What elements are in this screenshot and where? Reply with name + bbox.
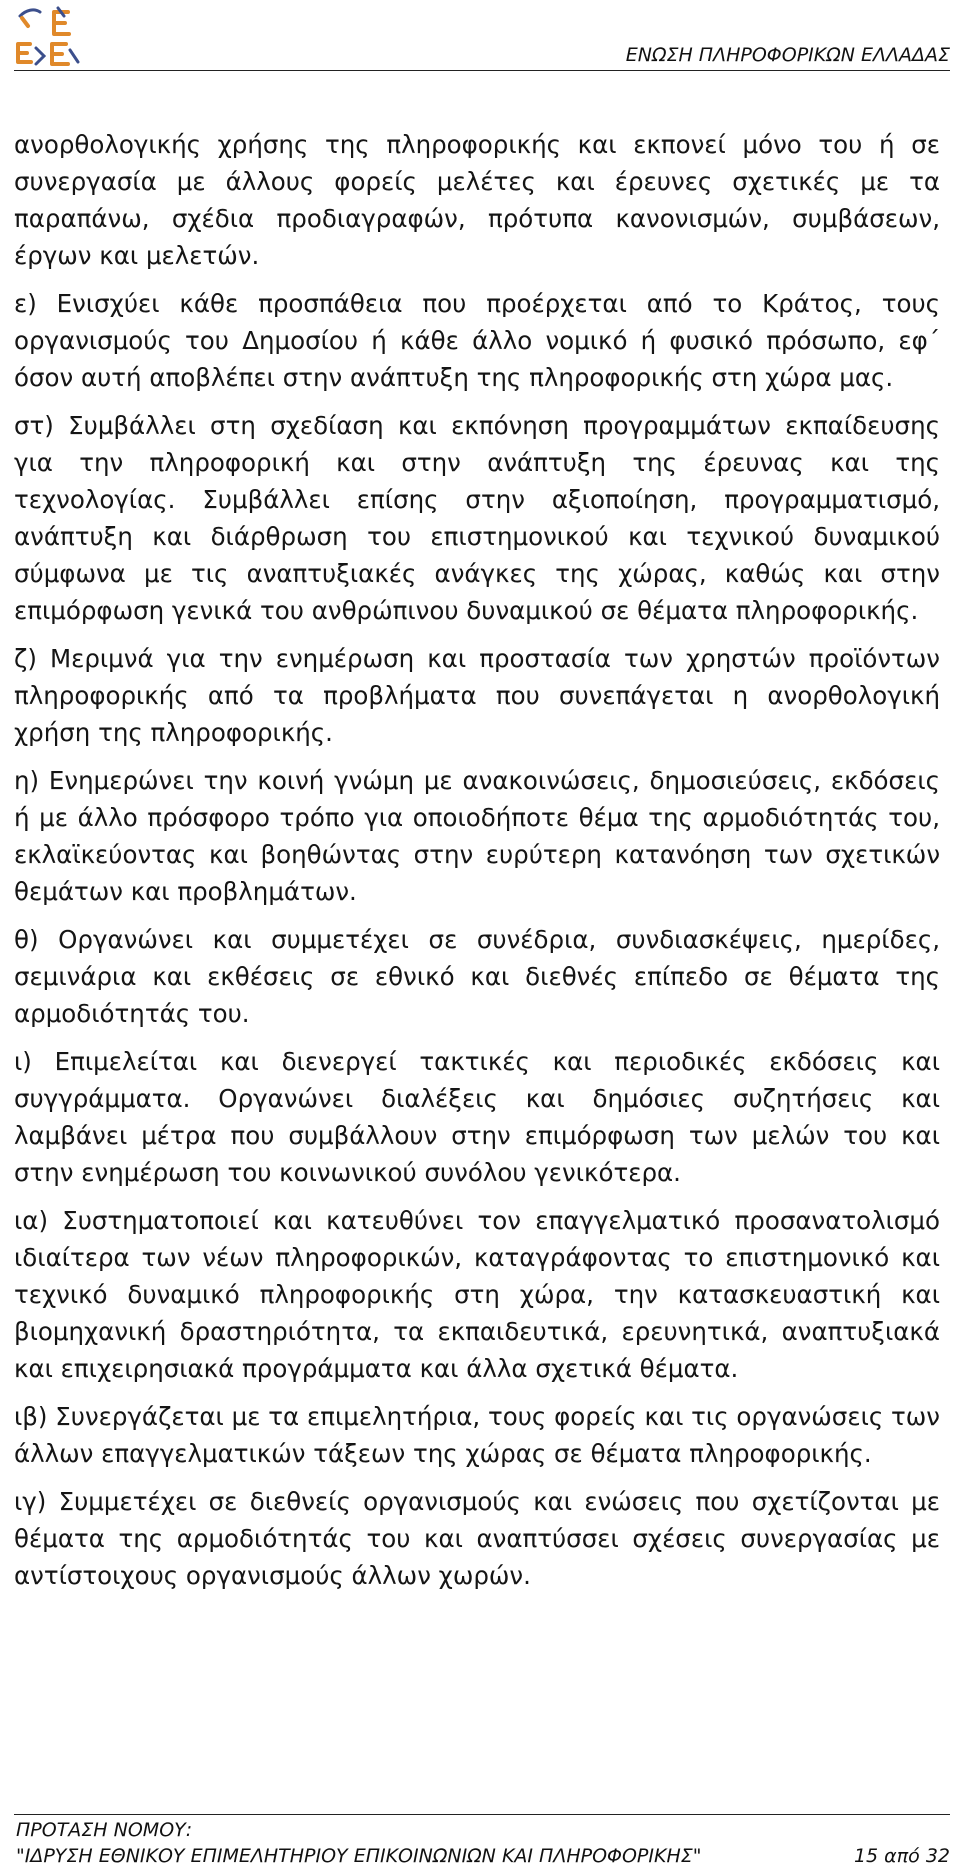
paragraph-st: στ) Συμβάλλει στη σχεδίαση και εκπόνηση προγραμμάτων εκπαίδευσης για την πληροφορική και στην ανάπτυξη της έρευνας και της τεχνολογίας. Συμβάλλει επίσης στην αξιοποίηση, προγραμματισμό, ανάπτυξη και διάρθρωση του επιστημονικού και τεχνικού δυναμικού σύμφωνα με τις αναπτυξιακές ανάγκες της χώρας, καθώς και στην επιμόρφωση γενικά του ανθρώπινου δυναμικού σε θέματα πληροφορικής.	[14, 411, 940, 625]
page-header	[14, 0, 950, 72]
footer-divider	[14, 1814, 950, 1815]
footer-label: ΠΡΟΤΑΣΗ ΝΟΜΟΥ:	[16, 1819, 193, 1841]
paragraph-z: ζ) Μεριμνά για την ενημέρωση και προστασία των χρηστών προϊόντων πληροφορικής από τα προβλήματα που συνεπάγεται η ανορθολογική χρήση της πληροφορικής.	[14, 644, 940, 747]
paragraph-continuation: ανορθολογικής χρήσης της πληροφορικής και εκπονεί μόνο του ή σε συνεργασία με άλλους φορείς μελέτες και έρευνες σχετικές με τα παραπάνω, σχέδια προδιαγραφών, πρότυπα κανονισμών, συμβάσεων, έργων και μελετών.	[14, 130, 940, 270]
document-body	[14, 126, 940, 1605]
page-number: 15 από 32	[853, 1845, 950, 1867]
header-divider	[14, 70, 950, 71]
header-title: ΕΝΩΣΗ ΠΛΗΡΟΦΟΡΙΚΩΝ ΕΛΛΑΔΑΣ	[625, 44, 950, 66]
paragraph-ib: ιβ) Συνεργάζεται με τα επιμελητήρια, τους φορείς και τις οργανώσεις των άλλων επαγγελματικών τάξεων της χώρας σε θέματα πληροφορικής.	[14, 1402, 940, 1468]
paragraph-th: θ) Οργανώνει και συμμετέχει σε συνέδρια, συνδιασκέψεις, ημερίδες, σεμινάρια και εκθέσεις σε εθνικό και διεθνές επίπεδο σε θέματα της αρμοδιότητάς του.	[14, 925, 940, 1028]
paragraph-ig: ιγ) Συμμετέχει σε διεθνείς οργανισμούς και ενώσεις που σχετίζονται με θέματα της αρμοδιότητάς του και αναπτύσσει σχέσεις συνεργασίας με αντίστοιχους οργανισμούς άλλων χωρών.	[14, 1487, 940, 1590]
paragraph-i: η) Ενημερώνει την κοινή γνώμη με ανακοινώσεις, δημοσιεύσεις, εκδόσεις ή με άλλο πρόσφορο τρόπο για οποιοδήποτε θέμα της αρμοδιότητάς του, εκλαϊκεύοντας και βοηθώντας στην ευρύτερη κατανόηση των σχετικών θεμάτων και προβλημάτων.	[14, 766, 940, 906]
footer-bill-title: "ΙΔΡΥΣΗ ΕΘΝΙΚΟΥ ΕΠΙΜΕΛΗΤΗΡΙΟΥ ΕΠΙΚΟΙΝΩΝΙΩΝ ΚΑΙ ΠΛΗΡΟΦΟΡΙΚΗΣ"	[16, 1845, 702, 1867]
association-logo	[14, 4, 86, 70]
page-footer	[14, 1814, 950, 1868]
paragraph-e: ε) Ενισχύει κάθε προσπάθεια που προέρχεται από το Κράτος, τους οργανισμούς του Δημοσίου ή κάθε άλλο νομικό ή φυσικό πρόσωπο, εφ΄ όσον αυτή αποβλέπει στην ανάπτυξη της πληροφορικής στη χώρα μας.	[14, 289, 940, 392]
paragraph-ia: ια) Συστηματοποιεί και κατευθύνει τον επαγγελματικό προσανατολισμό ιδιαίτερα των νέων πληροφορικών, καταγράφοντας το επιστημονικό και τεχνικό δυναμικό πληροφορικής στη χώρα, την κατασκευαστική και βιομηχανική δραστηριότητα, τα εκπαιδευτικά, ερευνητικά, αναπτυξιακά και επιχειρησιακά προγράμματα και άλλα σχετικά θέματα.	[14, 1206, 940, 1383]
paragraph-iota: ι) Επιμελείται και διενεργεί τακτικές και περιοδικές εκδόσεις και συγγράμματα. Οργανώνει διαλέξεις και δημόσιες συζητήσεις και λαμβάνει μέτρα που συμβάλλουν στην επιμόρφωση των μελών του και στην ενημέρωση του κοινωνικού συνόλου γενικότερα.	[14, 1047, 940, 1187]
